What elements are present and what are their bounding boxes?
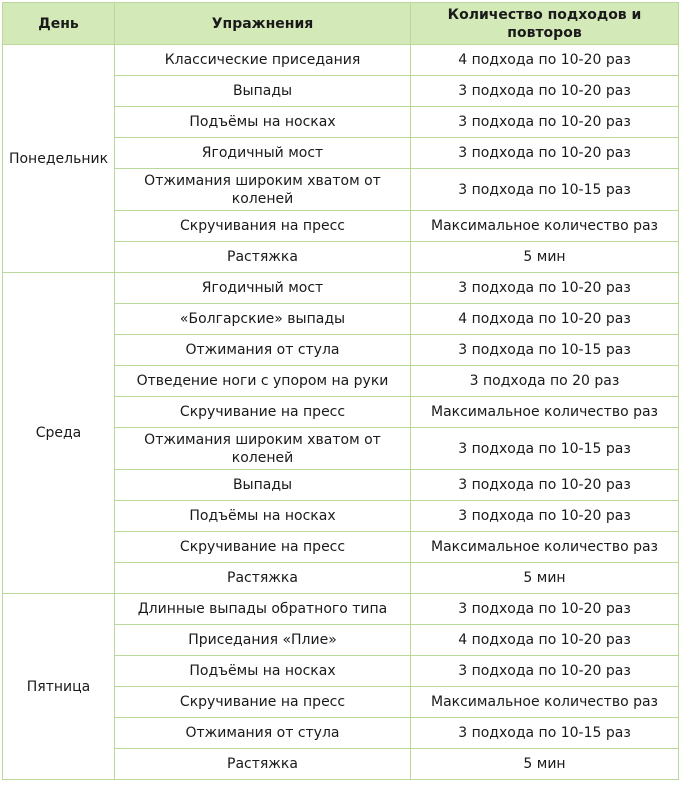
table-row bbox=[3, 594, 679, 625]
sets-cell: Максимальное количество раз bbox=[411, 397, 679, 428]
sets-cell: 4 подхода по 10-20 раз bbox=[411, 45, 679, 76]
exercise-cell: Подъёмы на носках bbox=[115, 656, 411, 687]
day-cell: Понедельник bbox=[3, 45, 115, 273]
sets-cell: Максимальное количество раз bbox=[411, 532, 679, 563]
exercise-cell: «Болгарские» выпады bbox=[115, 304, 411, 335]
exercise-cell: Скручивание на пресс bbox=[115, 687, 411, 718]
sets-cell: 3 подхода по 20 раз bbox=[411, 366, 679, 397]
exercise-cell: Отжимания широким хватом от коленей bbox=[115, 428, 411, 470]
exercise-cell: Отжимания от стула bbox=[115, 718, 411, 749]
exercise-cell: Растяжка bbox=[115, 749, 411, 780]
header-exercises: Упражнения bbox=[115, 3, 411, 45]
sets-cell: 5 мин bbox=[411, 749, 679, 780]
exercise-cell: Выпады bbox=[115, 76, 411, 107]
sets-cell: 3 подхода по 10-20 раз bbox=[411, 138, 679, 169]
exercise-cell: Скручивания на пресс bbox=[115, 211, 411, 242]
day-cell: Пятница bbox=[3, 594, 115, 780]
sets-cell: 3 подхода по 10-15 раз bbox=[411, 428, 679, 470]
sets-cell: 3 подхода по 10-20 раз bbox=[411, 656, 679, 687]
table-row bbox=[3, 45, 679, 76]
exercise-cell: Отжимания от стула bbox=[115, 335, 411, 366]
exercise-cell: Подъёмы на носках bbox=[115, 501, 411, 532]
sets-cell: 4 подхода по 10-20 раз bbox=[411, 625, 679, 656]
sets-cell: Максимальное количество раз bbox=[411, 211, 679, 242]
sets-cell: 3 подхода по 10-20 раз bbox=[411, 107, 679, 138]
day-cell: Среда bbox=[3, 273, 115, 594]
exercise-cell: Растяжка bbox=[115, 563, 411, 594]
exercise-cell: Ягодичный мост bbox=[115, 273, 411, 304]
sets-cell: 3 подхода по 10-15 раз bbox=[411, 169, 679, 211]
exercise-cell: Скручивание на пресс bbox=[115, 532, 411, 563]
exercise-cell: Длинные выпады обратного типа bbox=[115, 594, 411, 625]
exercise-cell: Отжимания широким хватом от коленей bbox=[115, 169, 411, 211]
exercise-cell: Отведение ноги с упором на руки bbox=[115, 366, 411, 397]
table-row bbox=[3, 273, 679, 304]
sets-cell: 3 подхода по 10-15 раз bbox=[411, 335, 679, 366]
exercise-cell: Подъёмы на носках bbox=[115, 107, 411, 138]
sets-cell: 5 мин bbox=[411, 242, 679, 273]
exercise-cell: Растяжка bbox=[115, 242, 411, 273]
table-header-row bbox=[3, 3, 679, 45]
header-sets: Количество подходов и повторов bbox=[411, 3, 679, 45]
exercise-cell: Классические приседания bbox=[115, 45, 411, 76]
sets-cell: 4 подхода по 10-20 раз bbox=[411, 304, 679, 335]
sets-cell: Максимальное количество раз bbox=[411, 687, 679, 718]
exercise-cell: Ягодичный мост bbox=[115, 138, 411, 169]
sets-cell: 3 подхода по 10-20 раз bbox=[411, 76, 679, 107]
exercise-cell: Выпады bbox=[115, 470, 411, 501]
sets-cell: 3 подхода по 10-15 раз bbox=[411, 718, 679, 749]
workout-schedule-table bbox=[2, 2, 679, 780]
sets-cell: 3 подхода по 10-20 раз bbox=[411, 273, 679, 304]
sets-cell: 3 подхода по 10-20 раз bbox=[411, 470, 679, 501]
sets-cell: 5 мин bbox=[411, 563, 679, 594]
sets-cell: 3 подхода по 10-20 раз bbox=[411, 501, 679, 532]
sets-cell: 3 подхода по 10-20 раз bbox=[411, 594, 679, 625]
exercise-cell: Скручивание на пресс bbox=[115, 397, 411, 428]
exercise-cell: Приседания «Плие» bbox=[115, 625, 411, 656]
header-day: День bbox=[3, 3, 115, 45]
